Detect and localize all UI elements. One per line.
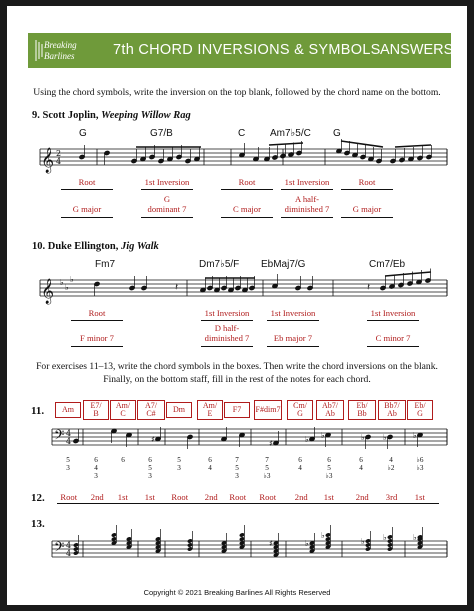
ex11-figured-bass: 7 5 ♭3 <box>263 456 271 480</box>
ex12-inversion-answer: Root <box>259 492 277 502</box>
bass-clef-icon: 𝄢 <box>54 539 65 558</box>
flat-icon: ♭ <box>321 431 325 440</box>
ex11-chord-symbol-box: Eb/ Bb <box>348 400 376 420</box>
treble-clef-icon: 𝄞 <box>41 279 55 304</box>
flat-icon: ♭ <box>305 539 309 548</box>
answers-label: ANSWERS <box>380 42 454 58</box>
exercise-9-number: 9. <box>32 110 40 121</box>
ex11-chord-symbol-box: E7/ B <box>83 400 109 420</box>
ex11-time-signature-top: 4 <box>66 429 72 438</box>
logo-line-2: Barlines <box>44 51 75 61</box>
music-staves <box>7 6 467 605</box>
flat-icon: ♭ <box>383 433 387 442</box>
treble-clef-icon: 𝄞 <box>41 148 55 173</box>
ex10-chord-symbol-3: EbMaj7/G <box>261 259 306 270</box>
instructions-exercises-11-13: For exercises 11–13, write the chord symbols in the boxes. Then write the chord inversions on the blank. <box>36 361 438 372</box>
ex12-inversion-answer: 2nd <box>355 492 369 502</box>
ex10-chord-name-answer: Eb major 7 <box>273 333 313 343</box>
ex12-inversion-answer: 2nd <box>294 492 308 502</box>
instructions-inversion: Using the chord symbols, write the inversion on the top blank, followed by the chord name on the bottom. <box>33 87 441 98</box>
ex9-chord-name-answer: G major <box>352 204 382 214</box>
quarter-rest-icon: 𝄽 <box>175 282 179 293</box>
flat-icon: ♭ <box>361 537 365 546</box>
ex11-figured-bass: 6 5 3 <box>148 456 152 480</box>
flat-icon: ♭ <box>60 278 64 287</box>
ex11-figured-bass: 7 5 3 <box>235 456 239 480</box>
ex10-beam <box>385 272 431 276</box>
flat-icon: ♭ <box>383 533 387 542</box>
ex11-figured-bass: 4 ♭2 <box>387 456 395 472</box>
exercise-12-number: 12. <box>31 492 45 504</box>
exercise-10-piece: Jig Walk <box>120 241 159 252</box>
ex12-inversion-answer: 2nd <box>90 492 104 502</box>
ex9-beam <box>395 145 431 147</box>
worksheet-title: 7th CHORD INVERSIONS & SYMBOLS <box>113 42 381 58</box>
ex10-inversion-answer: 1st Inversion <box>270 308 316 318</box>
flat-icon: ♭ <box>70 275 74 284</box>
exercise-10-number: 10. <box>32 241 46 252</box>
ex11-chord-symbol-box: F#dim7 <box>254 400 282 420</box>
ex11-figured-bass: ♭6 ♭3 <box>416 456 424 472</box>
exercise-9-composer: Scott Joplin, <box>42 110 99 121</box>
ex11-time-signature-bottom: 4 <box>66 437 72 446</box>
ex11-chord-symbol-box: Am <box>55 402 81 418</box>
ex11-chord-symbol-box: Am/ E <box>197 400 223 420</box>
ex11-chord-symbol-box: F7 <box>224 402 250 418</box>
flat-icon: ♭ <box>65 283 69 292</box>
ex10-inversion-answer: 1st Inversion <box>370 308 416 318</box>
ex11-figured-bass: 6 4 <box>208 456 212 472</box>
instructions-fill-notes: Finally, on the bottom staff, fill in the rest of the notes for each chord. <box>103 374 371 385</box>
logo-line-1: Breaking <box>44 40 77 50</box>
ex11-chord-symbol-box: Dm <box>166 402 192 418</box>
ex9-chord-symbol-2: G7/B <box>150 128 173 139</box>
ex11-figured-bass: 6 <box>121 456 125 464</box>
ex12-inversion-answer: Root <box>60 492 78 502</box>
ex9-inversion-answer: Root <box>78 177 96 187</box>
ex10-chord-symbol-2: Dm7♭5/F <box>199 259 240 270</box>
ex9-inversion-answer: Root <box>238 177 256 187</box>
ex9-chord-symbol-3: C <box>238 128 246 139</box>
ex9-chord-symbol-4: Am7♭5/C <box>270 128 311 139</box>
ex10-chord-symbol-1: Fm7 <box>95 259 115 270</box>
ex9-time-signature-top: 2 <box>56 149 62 158</box>
ex10-chord-name-answer: F minor 7 <box>80 333 114 343</box>
ex11-chord-symbol-box: Cm/ G <box>287 400 313 420</box>
flat-icon: ♭ <box>321 531 325 540</box>
ex9-inversion-answer: Root <box>358 177 376 187</box>
ex9-chord-symbol-1: G <box>79 128 87 139</box>
ex10-chord-symbol-4: Cm7/Eb <box>369 259 406 270</box>
ex9-chord-symbol-5: G <box>333 128 341 139</box>
ex10-chord-name-answer: D half- diminished 7 <box>204 323 250 343</box>
ex9-chord-name-answer: G major <box>72 204 102 214</box>
ex12-inversion-answer: 1st <box>144 492 155 502</box>
ex11-figured-bass: 5 3 <box>66 456 70 472</box>
ex11-chord-symbol-box: Ab7/ Ab <box>316 400 344 420</box>
ex9-time-signature-bottom: 4 <box>56 157 62 166</box>
ex11-chord-symbol-box: Eb/ G <box>407 400 433 420</box>
flat-icon: ♭ <box>413 533 417 542</box>
ex13-time-signature-bottom: 4 <box>66 549 72 558</box>
sharp-icon: ♯ <box>151 435 155 444</box>
ex11-figured-bass: 6 4 <box>298 456 302 472</box>
flat-icon: ♭ <box>413 431 417 440</box>
ex12-inversion-answer: 1st <box>117 492 128 502</box>
ex13-time-signature-top: 4 <box>66 541 72 550</box>
ex10-chord-name-answer: C minor 7 <box>375 333 411 343</box>
ex10-inversion-answer: Root <box>88 308 106 318</box>
exercise-13-number: 13. <box>31 518 45 530</box>
ex12-inversion-answer: Root <box>171 492 189 502</box>
ex12-inversion-answer: 1st <box>414 492 425 502</box>
ex11-chord-symbol-box: Am/ C <box>110 400 136 420</box>
ex11-figured-bass: 6 5 ♭3 <box>325 456 333 480</box>
sharp-icon: ♯ <box>269 439 273 448</box>
flat-icon: ♭ <box>361 433 365 442</box>
ex9-inversion-answer: 1st Inversion <box>144 177 190 187</box>
ex9-chord-name-answer: A half- diminished 7 <box>284 194 330 214</box>
ex9-chord-name-answer: G dominant 7 <box>147 194 187 214</box>
ex11-chord-symbol-box: Bb7/ Ab <box>378 400 406 420</box>
ex10-inversion-answer: 1st Inversion <box>204 308 250 318</box>
exercise-9-piece: Weeping Willow Rag <box>101 110 191 121</box>
copyright-notice: Copyright © 2021 Breaking Barlines All Rights Reserved <box>143 588 331 597</box>
ex12-inversion-answer: 3rd <box>385 492 398 502</box>
ex9-beam <box>341 141 383 147</box>
ex12-inversion-answer: 1st <box>323 492 334 502</box>
quarter-rest-icon: 𝄽 <box>367 282 371 293</box>
sharp-icon: ♯ <box>269 539 273 548</box>
worksheet-page <box>7 6 467 605</box>
ex11-figured-bass: 6 4 <box>359 456 363 472</box>
ex11-figured-bass: 6 4 3 <box>94 456 98 480</box>
flat-icon: ♭ <box>305 435 309 444</box>
ex12-inversion-answer: 2nd <box>204 492 218 502</box>
ex9-inversion-answer: 1st Inversion <box>284 177 330 187</box>
bass-clef-icon: 𝄢 <box>54 427 65 446</box>
ex9-beam <box>269 143 303 145</box>
ex11-chord-symbol-box: A7/ C# <box>137 400 165 420</box>
ex9-chord-name-answer: C major <box>233 204 261 214</box>
exercise-11-number: 11. <box>31 405 45 417</box>
exercise-10-composer: Duke Ellington, <box>47 241 119 252</box>
ex11-figured-bass: 5 3 <box>177 456 181 472</box>
ex12-inversion-answer: Root <box>229 492 247 502</box>
